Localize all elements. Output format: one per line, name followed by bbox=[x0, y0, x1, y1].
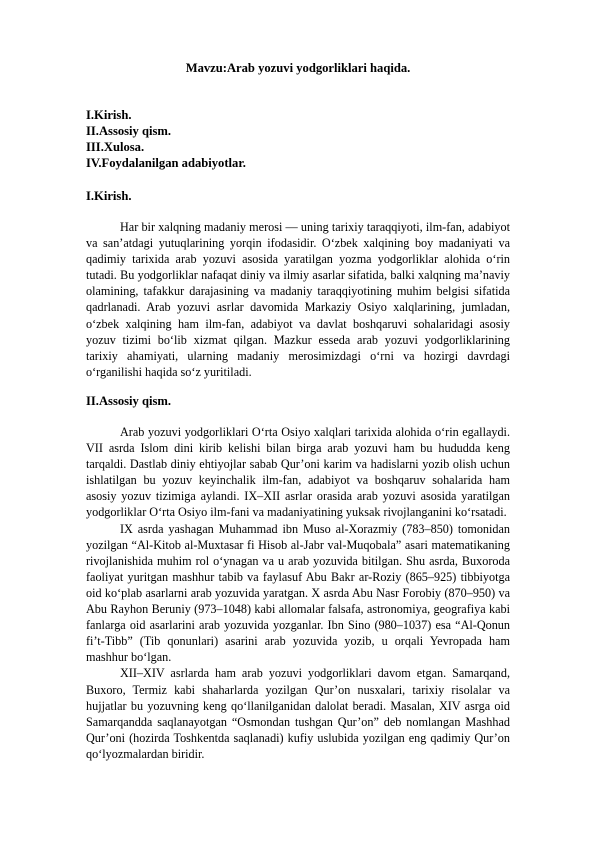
document-title: Mavzu:Arab yozuvi yodgorliklari haqida. bbox=[185, 61, 411, 75]
toc-item-introduction: I.Kirish. bbox=[86, 108, 132, 122]
table-of-contents bbox=[86, 107, 246, 171]
toc-item-conclusion: III.Xulosa. bbox=[86, 140, 145, 154]
toc-item-references: IV.Foydalanilgan adabiyotlar. bbox=[86, 156, 246, 170]
section-heading-introduction: I.Kirish. bbox=[86, 189, 132, 203]
paragraph: XII–XIV asrlarda ham arab yozuvi yodgorliklari davom etgan. Samarqand, Buxoro, Termiz kabi shaharlarda yozilgan Qur’on nusxalari, tarixiy risolalar va hujjatlar bu yozuvning keng qo‘llanilganidan dalolat beradi. Masalan, XIV asrga oid Samarqandda saqlanayotgan “Osmondan tushgan Qur’on” deb nomlangan Mashhad Qur’oni (hozirda Toshkentda saqlanadi) kufiy uslubida yozilgan eng qadimiy Qur’on qo‘lyozmalardan biridir. bbox=[86, 666, 510, 761]
section-heading-main-part: II.Assosiy qism. bbox=[86, 394, 172, 408]
section-body-introduction bbox=[86, 219, 510, 380]
toc-item-main-part: II.Assosiy qism. bbox=[86, 124, 172, 138]
paragraph: Arab yozuvi yodgorliklari O‘rta Osiyo xalqlari tarixida alohida o‘rin egallaydi. VII asrda Islom dini kirib kelishi bilan birga arab yozuvi ham bu hududda keng tarqaldi. Dastlab diniy ehtiyojlar sabab Qur’oni karim va hadislarni yozib olish uchun ishlatilgan bu yozuv keyinchalik ilm-fan, adabiyot va boshqaruv sohalarida ham asosiy yozuv tizimiga aylandi. IX–XII asrlar orasida arab yozuvi asosida yaratilgan yodgorliklar O‘rta Osiyo ilm-fani va madaniyatining yuksak rivojlanganini ko‘rsatadi. bbox=[86, 425, 510, 520]
paragraph: IX asrda yashagan Muhammad ibn Muso al-Xorazmiy (783–850) tomonidan yozilgan “Al-Kitob al-Muxtasar fi Hisob al-Jabr val-Muqobala” asari matematikaning rivojlanishida muhim rol o‘ynagan va u arab yozuvida bitilgan. Shu asrda, Buxoroda faoliyat yuritgan mashhur tabib va faylasuf Abu Bakr ar-Roziy (865–925) tibbiyotga oid ko‘plab asarlarni arab yozuvida yaratgan. X asrda Abu Nasr Forobiy (870–950) va Abu Rayhon Beruniy (973–1048) kabi allomalar falsafa, astronomiya, geografiya kabi fanlarga oid asarlarini arab yozuvida yozganlar. Ibn Sino (980–1037) esa “Al-Qonun fi’t-Tibb” (Tib qonunlari) asarini arab yozuvida yozib, u orqali Yevropada ham mashhur bo‘lgan. bbox=[86, 521, 510, 665]
paragraph: Har bir xalqning madaniy merosi — uning tarixiy taraqqiyoti, ilm-fan, adabiyot va san’atdagi yutuqlarining yorqin ifodasidir. O‘zbek xalqining boy madaniyati va qadimiy tarixida arab yozuvi asosida yaratilgan yozma yodgorliklar alohida o‘rin tutadi. Bu yodgorliklar nafaqat diniy va ilmiy asarlar sifatida, balki xalqning ma’naviy olamining, tafakkur darajasining va madaniy taraqqiyotining muhim belgisi sifatida qadrlanadi. Arab yozuvi asrlar davomida Markaziy Osiyo xalqlarining, jumladan, o‘zbek xalqining ham ilm-fan, adabiyot va davlat boshqaruvi sohalaridagi asosiy yozuv tizimi bo‘lib xizmat qilgan. Mazkur esseda arab yozuvi yodgorliklarining tarixiy ahamiyati, ularning madaniy merosimizdagi o‘rni va hozirgi davrdagi o‘rganilishi haqida so‘z yuritiladi. bbox=[86, 220, 510, 379]
section-body-main-part bbox=[86, 424, 510, 762]
